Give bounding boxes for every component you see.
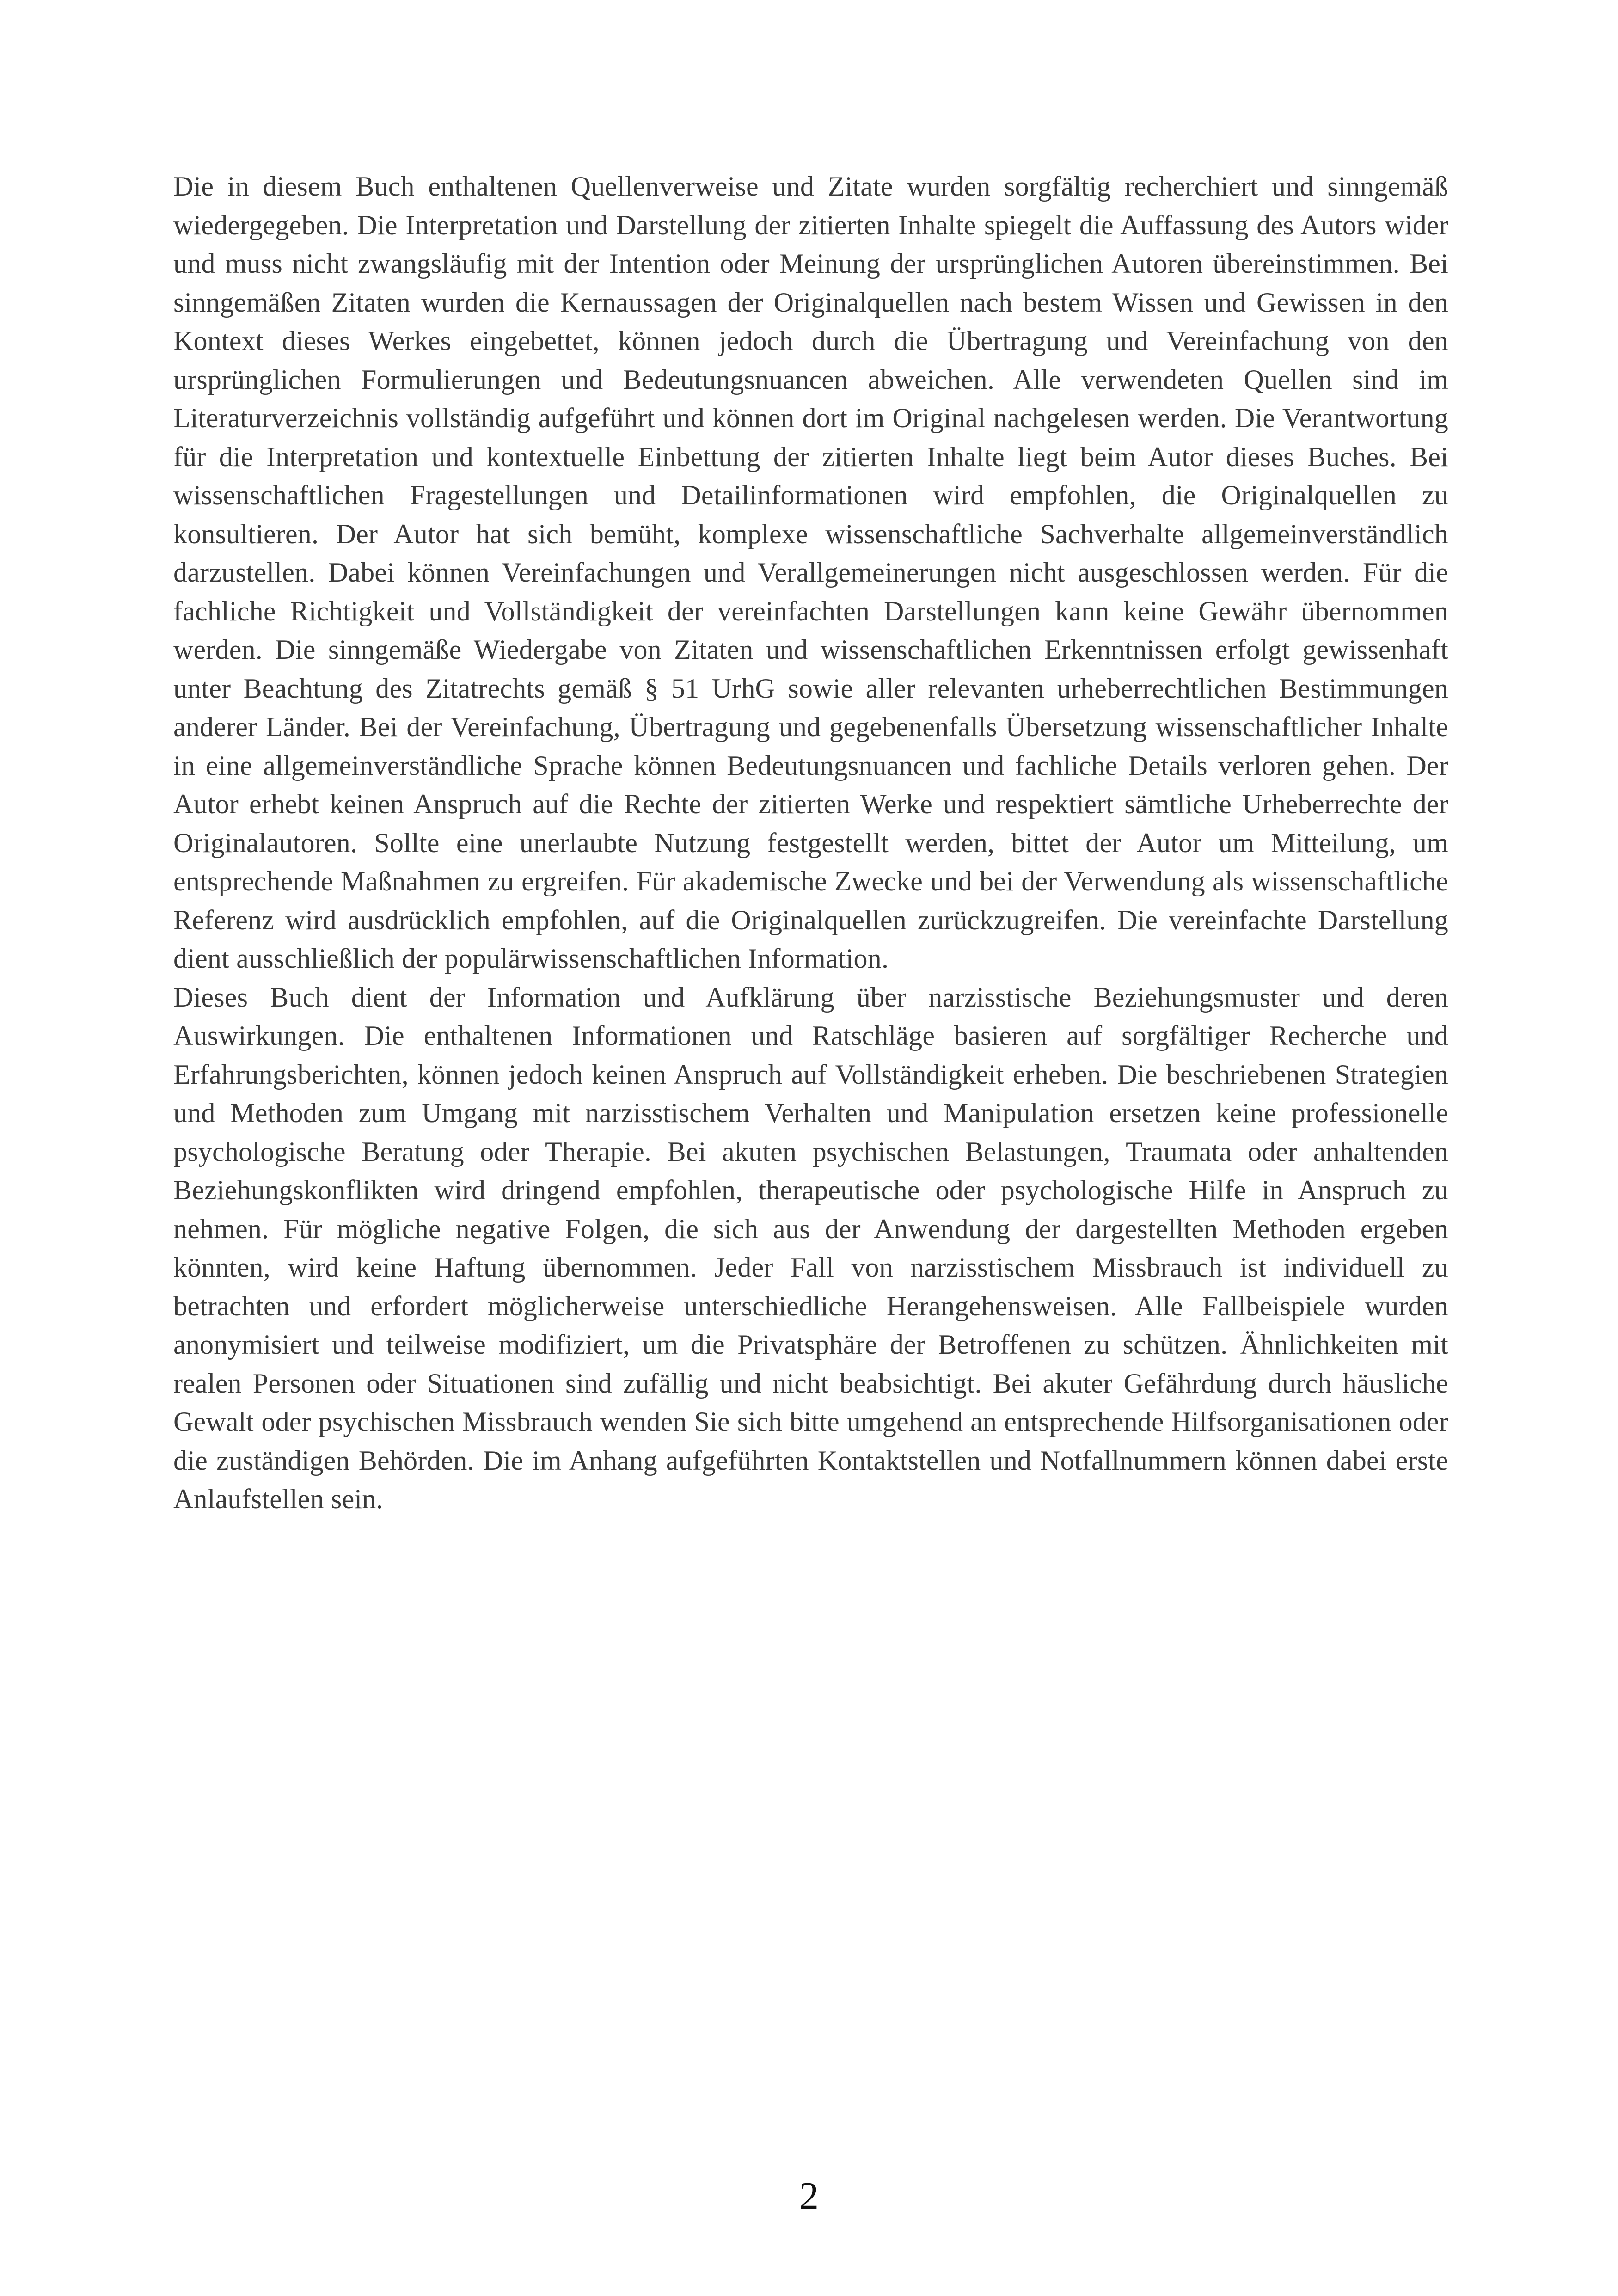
disclaimer-sources-paragraph: Die in diesem Buch enthaltenen Quellenverweise und Zitate wurden sorgfältig recherchiert und sinngemäß wiedergegeben. Die Interpretation und Darstellung der zitierten Inhalte spiegelt die Auffassung des Autors wider und muss nicht zwangsläufig mit der Intention oder Meinung der ursprünglichen Autoren übereinstimmen. Bei sinngemäßen Zitaten wurden die Kernaussagen der Originalquellen nach bestem Wissen und Gewissen in den Kontext dieses Werkes eingebettet, können jedoch durch die Übertragung und Vereinfachung von den ursprünglichen Formulierungen und Bedeutungsnuancen abweichen. Alle verwendeten Quellen sind im Literaturverzeichnis vollständig aufgeführt und können dort im Original nachgelesen werden. Die Verantwortung für die Interpretation und kontextuelle Einbettung der zitierten Inhalte liegt beim Autor dieses Buches. Bei wissenschaftlichen Fragestellungen und Detailinformationen wird empfohlen, die Originalquellen zu konsultieren. Der Autor hat sich bemüht, komplexe wissenschaftliche Sachverhalte allgemeinverständlich darzustellen. Dabei können Vereinfachungen und Verallgemeinerungen nicht ausgeschlossen werden. Für die fachliche Richtigkeit und Vollständigkeit der vereinfachten Darstellungen kann keine Gewähr übernommen werden. Die sinngemäße Wiedergabe von Zitaten und wissenschaftlichen Erkenntnissen erfolgt gewissenhaft unter Beachtung des Zitatrechts gemäß § 51 UrhG sowie aller relevanten urheberrechtlichen Bestimmungen anderer Länder. Bei der Vereinfachung, Übertragung und gegebenenfalls Übersetzung wissenschaftlicher Inhalte in eine allgemeinverständliche Sprache können Bedeutungsnuancen und fachliche Details verloren gehen. Der Autor erhebt keinen Anspruch auf die Rechte der zitierten Werke und respektiert sämtliche Urheberrechte der Originalautoren. Sollte eine unerlaubte Nutzung festgestellt werden, bittet der Autor um Mitteilung, um entsprechende Maßnahmen zu ergreifen. Für akademische Zwecke und bei der Verwendung als wissenschaftliche Referenz wird ausdrücklich empfohlen, auf die Originalquellen zurückzugreifen. Die vereinfachte Darstellung dient ausschließlich der populärwissenschaftlichen Information. [173, 171, 1448, 974]
disclaimer-content-paragraph: Dieses Buch dient der Information und Aufklärung über narzisstische Beziehungsmuster und deren Auswirkungen. Die enthaltenen Informationen und Ratschläge basieren auf sorgfältiger Recherche und Erfahrungsberichten, können jedoch keinen Anspruch auf Vollständigkeit erheben. Die beschriebenen Strategien und Methoden zum Umgang mit narzisstischem Verhalten und Manipulation ersetzen keine professionelle psychologische Beratung oder Therapie. Bei akuten psychischen Belastungen, Traumata oder anhaltenden Beziehungskonflikten wird dringend empfohlen, therapeutische oder psychologische Hilfe in Anspruch zu nehmen. Für mögliche negative Folgen, die sich aus der Anwendung der dargestellten Methoden ergeben könnten, wird keine Haftung übernommen. Jeder Fall von narzisstischem Missbrauch ist individuell zu betrachten und erfordert möglicherweise unterschiedliche Herangehensweisen. Alle Fallbeispiele wurden anonymisiert und teilweise modifiziert, um die Privatsphäre der Betroffenen zu schützen. Ähnlichkeiten mit realen Personen oder Situationen sind zufällig und nicht beabsichtigt. Bei akuter Gefährdung durch häusliche Gewalt oder psychischen Missbrauch wenden Sie sich bitte umgehend an entsprechende Hilfsorganisationen oder die zuständigen Behörden. Die im Anhang aufgeführten Kontaktstellen und Notfallnummern können dabei erste Anlaufstellen sein. [173, 982, 1448, 1514]
page-number: 2 [799, 2174, 819, 2217]
body-text [173, 167, 1448, 1519]
